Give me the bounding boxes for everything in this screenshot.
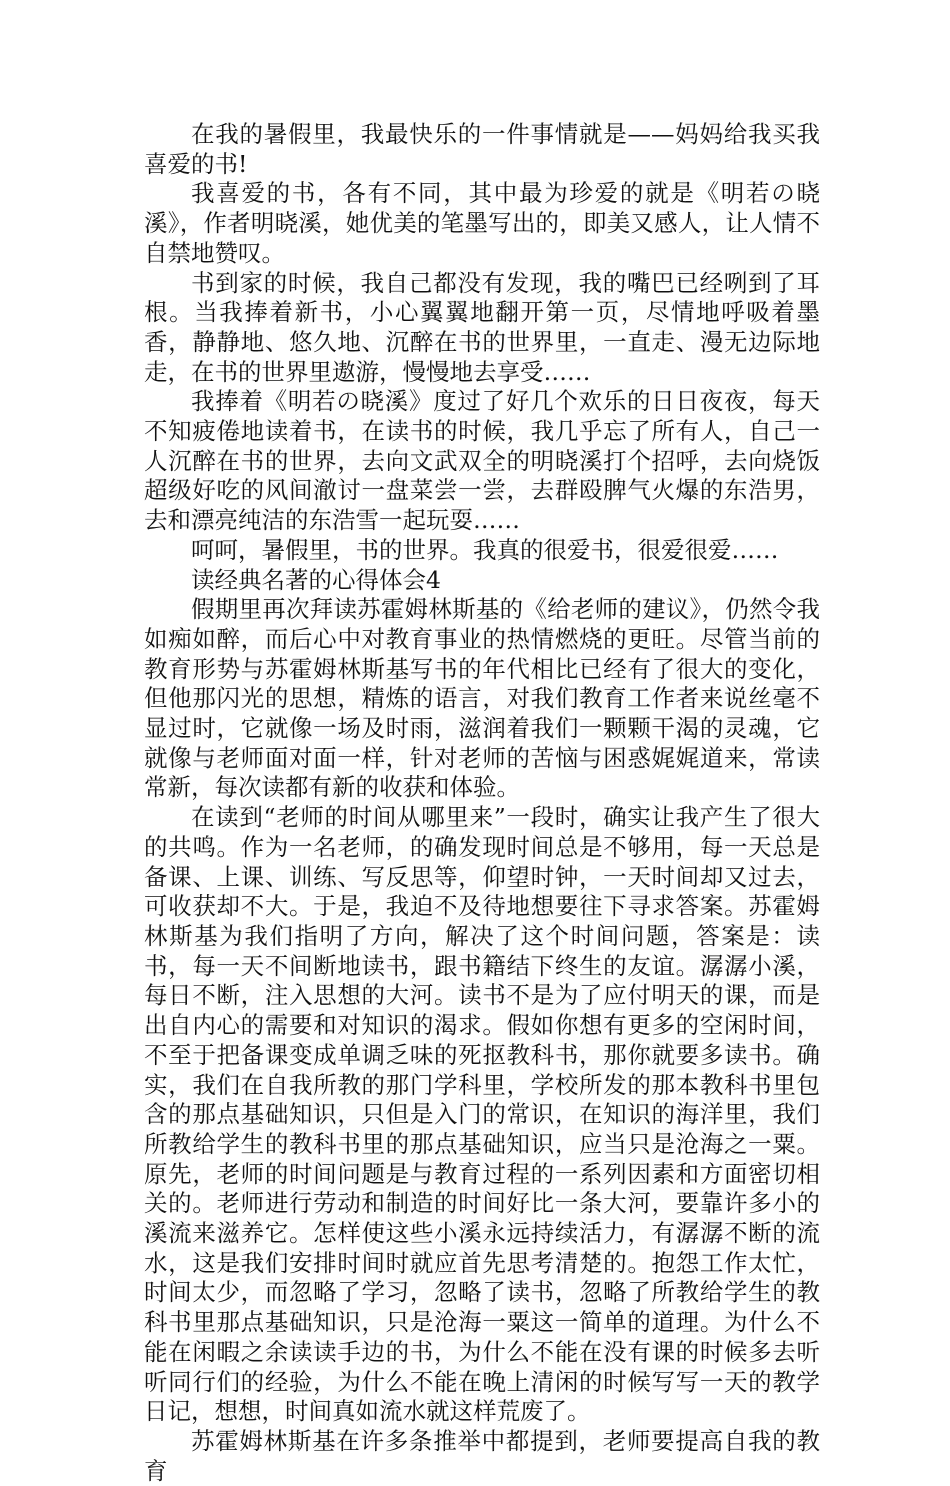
- paragraph-favorite-book: 我喜爱的书，各有不同，其中最为珍爱的就是《明若の晓溪》，作者明晓溪，她优美的笔墨写出的，即美又感人，让人情不自禁地赞叹。: [144, 179, 820, 267]
- section-heading: 读经典名著的心得体会4: [191, 565, 441, 594]
- paragraph-advice-to-teachers: 假期里再次拜读苏霍姆林斯基的《给老师的建议》，仍然令我如痴如醉，而后心中对教育事业的热情燃烧的更旺。尽管当前的教育形势与苏霍姆林斯基写书的年代相比已经有了很大的变化，但他那闪光的思想，精炼的语言，对我们教育工作者来说丝毫不显过时，它就像一场及时雨，滋润着我们一颗颗干渴的灵魂，它就像与老师面对面一样，针对老师的苦恼与困惑娓娓道来，常读常新，每次读都有新的收获和体验。: [144, 595, 820, 802]
- paragraph-reading-days: 我捧着《明若の晓溪》度过了好几个欢乐的日日夜夜，每天不知疲倦地读着书，在读书的时候，我几乎忘了所有人，自己一人沉醉在书的世界，去向文武双全的明晓溪打个招呼，去向烧饭超级好吃的风间澈讨一盘菜尝一尝，去群殴脾气火爆的东浩男，去和漂亮纯洁的东浩雪一起玩耍……: [144, 387, 820, 535]
- paragraph-love-books: 呵呵，暑假里，书的世界。我真的很爱书，很爱很爱……: [191, 535, 779, 564]
- paragraph-book-arrives: 书到家的时候，我自己都没有发现，我的嘴巴已经咧到了耳根。当我捧着新书，小心翼翼地翻开第一页，尽情地呼吸着墨香，静静地、悠久地、沉醉在书的世界里，一直走、漫无边际地走，在书的世界里遨游，慢慢地去享受……: [144, 268, 820, 386]
- paragraph-teacher-time: 在读到“老师的时间从哪里来”一段时，确实让我产生了很大的共鸣。作为一名老师，的确发现时间总是不够用，每一天总是备课、上课、训练、写反思等，仰望时钟，一天时间却又过去，可收获却不大。于是，我迫不及待地想要往下寻求答案。苏霍姆林斯基为我们指明了方向，解决了这个时间问题，答案是：读书，每一天不间断地读书，跟书籍结下终生的友谊。潺潺小溪，每日不断，注入思想的大河。读书不是为了应付明天的课，而是出自内心的需要和对知识的渴求。假如你想有更多的空闲时间，不至于把备课变成单调乏味的死抠教科书，那你就要多读书。确实，我们在自我所教的那门学科里，学校所发的那本教科书里包含的那点基础知识，只但是入门的常识，在知识的海洋里，我们所教给学生的教科书里的那点基础知识，应当只是沧海之一粟。原先，老师的时间问题是与教育过程的一系列因素和方面密切相关的。老师进行劳动和制造的时间好比一条大河，要靠许多小的溪流来滋养它。怎样使这些小溪永远持续活力，有潺潺不断的流水，这是我们安排时间时就应首先思考清楚的。抱怨工作太忙，时间太少，而忽略了学习，忽略了读书，忽略了所教给学生的教科书里那点基础知识，只是沧海一粟这一简单的道理。为什么不能在闲暇之余读读手边的书，为什么不能在没有课的时候多去听听同行们的经验，为什么不能在晚上清闲的时候写写一天的教学日记，想想，时间真如流水就这样荒废了。: [144, 803, 820, 1426]
- paragraph-summer-joy: 在我的暑假里，我最快乐的一件事情就是——妈妈给我买我喜爱的书!: [144, 120, 820, 178]
- document-page: [144, 120, 820, 1486]
- paragraph-continuation: 苏霍姆林斯基在许多条推举中都提到，老师要提高自我的教育: [144, 1426, 820, 1485]
